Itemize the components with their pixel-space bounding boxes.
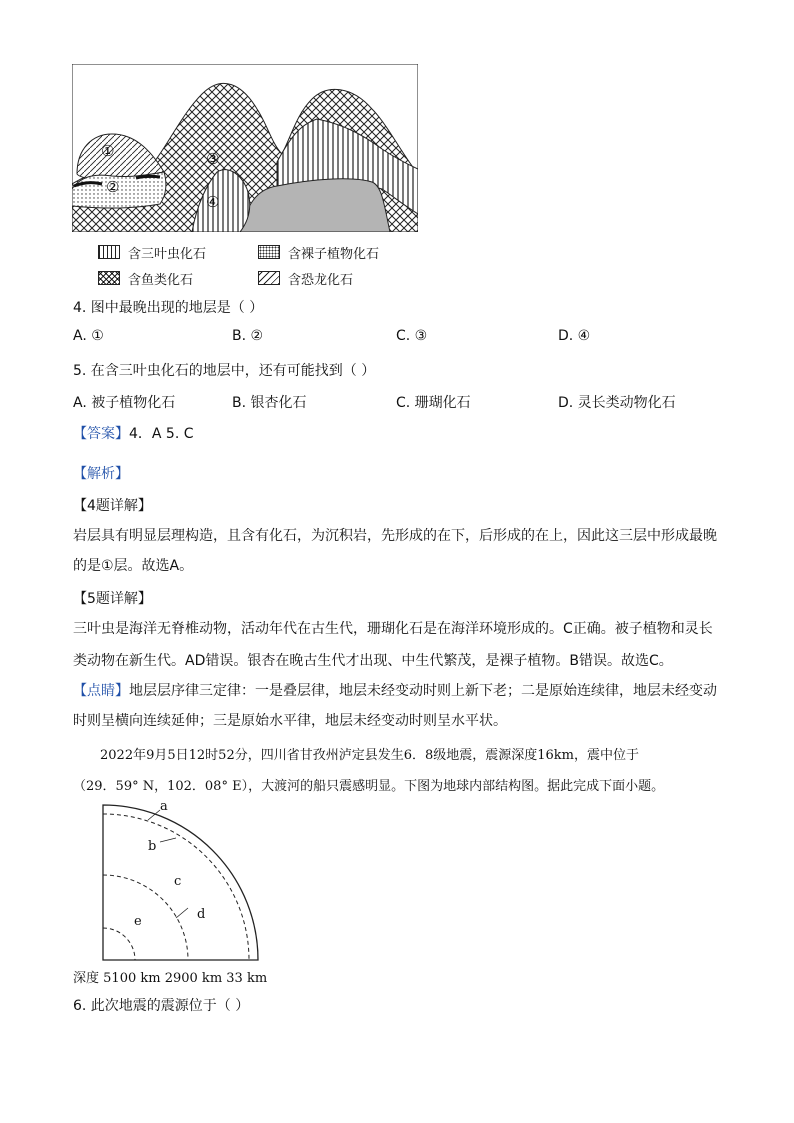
q5-stem: 5. 在含三叶虫化石的地层中，还有可能找到（ ） — [73, 363, 376, 379]
legend-fish-label: 含鱼类化石 — [128, 273, 194, 288]
tip-line2: 时则呈横向连续延伸；三是原始水平律，地层未经变动时则呈水平状。 — [73, 713, 507, 729]
q4-option-d[interactable]: D. ④ — [558, 328, 591, 344]
q5-option-a[interactable]: A. 被子植物化石 — [73, 395, 176, 411]
q5-detail-line1: 三叶虫是海洋无脊椎动物，活动年代在古生代，珊瑚化石是在海洋环境形成的。C正确。被子植物和灵长 — [73, 621, 713, 637]
legend-dinosaur-label: 含恐龙化石 — [288, 273, 354, 288]
legend-trilobite-swatch — [98, 245, 120, 259]
label-c: c — [174, 874, 182, 889]
q4-detail-line2: 的是①层。故选A。 — [73, 558, 194, 574]
earth-structure-diagram — [72, 800, 287, 986]
label-e: e — [134, 914, 142, 929]
layer-2-label: ② — [106, 178, 120, 196]
intro-line2: （29．59° N，102．08° E），大渡河的船只震感明显。下图为地球内部结构图。据此完成下面小题。 — [73, 779, 665, 794]
answer-line — [73, 423, 194, 443]
layer-1-label: ① — [101, 142, 115, 160]
q5-option-d[interactable]: D. 灵长类动物化石 — [558, 395, 676, 411]
q4-detail-heading: 【4题详解】 — [73, 498, 152, 514]
q5-option-c[interactable]: C. 珊瑚化石 — [396, 395, 471, 411]
tip-tag: 【点睛】 — [73, 683, 129, 699]
depth-label: 深度 — [73, 971, 100, 986]
q5-detail-heading: 【5题详解】 — [73, 591, 152, 607]
q4-option-b[interactable]: B. ② — [232, 328, 264, 344]
q4-option-c[interactable]: C. ③ — [396, 328, 428, 344]
strata-diagram — [72, 64, 418, 232]
q5-detail-line2: 类动物在新生代。AD错误。银杏在晚古生代才出现、中生代繁茂，是裸子植物。B错误。故选C。 — [73, 653, 673, 669]
depth-5100: 5100 km — [103, 971, 161, 986]
q4-option-a[interactable]: A. ① — [73, 328, 104, 344]
q6-stem: 6. 此次地震的震源位于（ ） — [73, 998, 250, 1014]
label-b: b — [148, 839, 157, 854]
label-a: a — [160, 800, 168, 814]
q5-option-b[interactable]: B. 银杏化石 — [232, 395, 307, 411]
layer-4-label: ④ — [206, 193, 220, 211]
depth-axis — [73, 967, 267, 986]
answer-tag: 【答案】 — [73, 426, 129, 442]
tip-text-1: 地层层序律三定律：一是叠层律，地层未经变动时则上新下老；二是原始连续律，地层未经变动 — [129, 683, 717, 699]
q4-stem: 4. 图中最晚出现的地层是（ ） — [73, 300, 264, 316]
legend-gymnosperm-label: 含裸子植物化石 — [288, 247, 380, 262]
depth-2900: 2900 km — [164, 971, 223, 986]
intro-line1: 2022年9月5日12时52分，四川省甘孜州泸定县发生6．8级地震，震源深度16km，震中位于 — [100, 748, 639, 763]
answer-text: 4．A 5. C — [129, 426, 194, 442]
analysis-title: 【解析】 — [73, 466, 129, 482]
q4-detail-line1: 岩层具有明显层理构造，且含有化石，为沉积岩，先形成的在下，后形成的在上，因此这三层中形成最晚 — [73, 528, 717, 544]
depth-33: 33 km — [226, 971, 268, 986]
legend-gymnosperm-swatch — [258, 245, 280, 259]
label-d: d — [197, 907, 206, 922]
legend-fish-swatch — [98, 271, 120, 285]
layer-3-label: ③ — [206, 150, 220, 168]
legend-trilobite-label: 含三叶虫化石 — [128, 247, 207, 262]
tip-line1 — [73, 676, 717, 706]
legend-dinosaur-swatch — [258, 271, 280, 285]
